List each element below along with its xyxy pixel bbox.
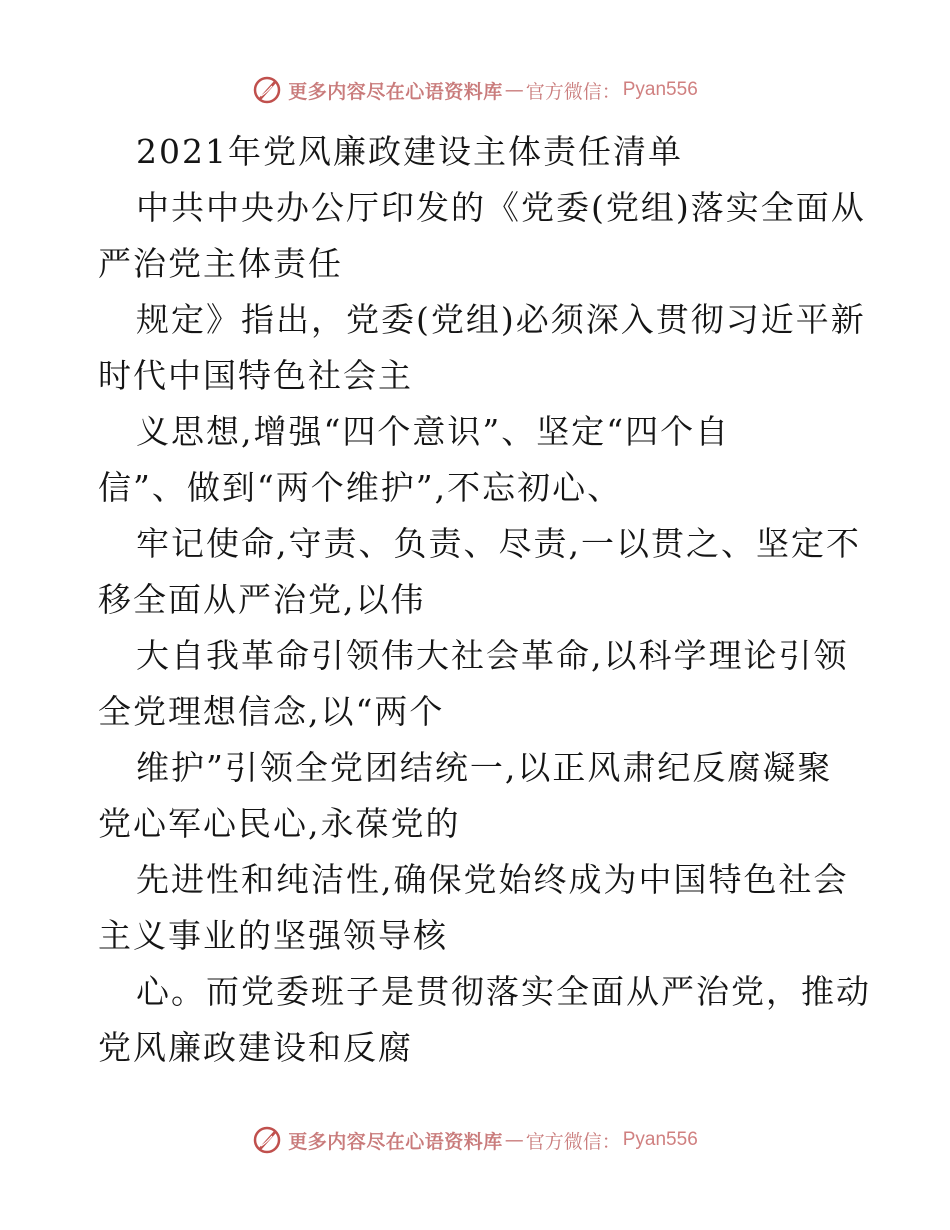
quill-logo-icon <box>252 75 282 105</box>
text-line: 规定》指出，党委(党组)必须深入贯彻习近平新 <box>136 300 866 339</box>
text-line: 维护”引领全党团结统一,以正风肃纪反腐凝聚 <box>136 748 833 787</box>
quill-logo-icon <box>252 1125 282 1155</box>
text-line: 主义事业的坚强领导核 <box>98 916 448 955</box>
document-body <box>98 124 871 1076</box>
text-line: 先进性和纯洁性,确保党始终成为中国特色社会 <box>136 860 849 899</box>
watermark-wechat-label: 官方微信： <box>525 1130 621 1153</box>
footer-watermark <box>0 1120 950 1160</box>
text-line: 信”、做到“两个维护”,不忘初心、 <box>98 468 623 507</box>
text-line: 全党理想信念,以“两个 <box>98 692 445 731</box>
text-line: 移全面从严治党,以伟 <box>98 580 426 619</box>
text-line: 大自我革命引领伟大社会革命,以科学理论引领 <box>136 636 849 675</box>
text-line: 中共中央办公厅印发的《党委(党组)落实全面从 <box>136 188 866 227</box>
watermark-prefix: 更多内容尽在心语资料库 <box>288 1130 503 1153</box>
watermark-separator: — <box>504 1129 524 1151</box>
text-line: 牢记使命,守责、负责、尽责,一以贯之、坚定不 <box>136 524 861 563</box>
text-line: 时代中国特色社会主 <box>98 356 413 395</box>
header-watermark <box>0 70 950 110</box>
text-line: 义思想,增强“四个意识”、坚定“四个自 <box>136 412 731 451</box>
text-line: 严治党主体责任 <box>98 244 343 283</box>
text-line: 党风廉政建设和反腐 <box>98 1028 413 1067</box>
watermark-wechat-label: 官方微信： <box>525 80 621 103</box>
text-line: 心。而党委班子是贯彻落实全面从严治党，推动 <box>136 972 871 1011</box>
watermark-wechat-id: Pyan556 <box>622 79 698 100</box>
text-line: 2021年党风廉政建设主体责任清单 <box>136 132 683 171</box>
watermark-prefix: 更多内容尽在心语资料库 <box>288 80 503 103</box>
watermark-separator: — <box>504 79 524 101</box>
text-line: 党心军心民心,永葆党的 <box>98 804 461 843</box>
watermark-wechat-id: Pyan556 <box>622 1129 698 1150</box>
